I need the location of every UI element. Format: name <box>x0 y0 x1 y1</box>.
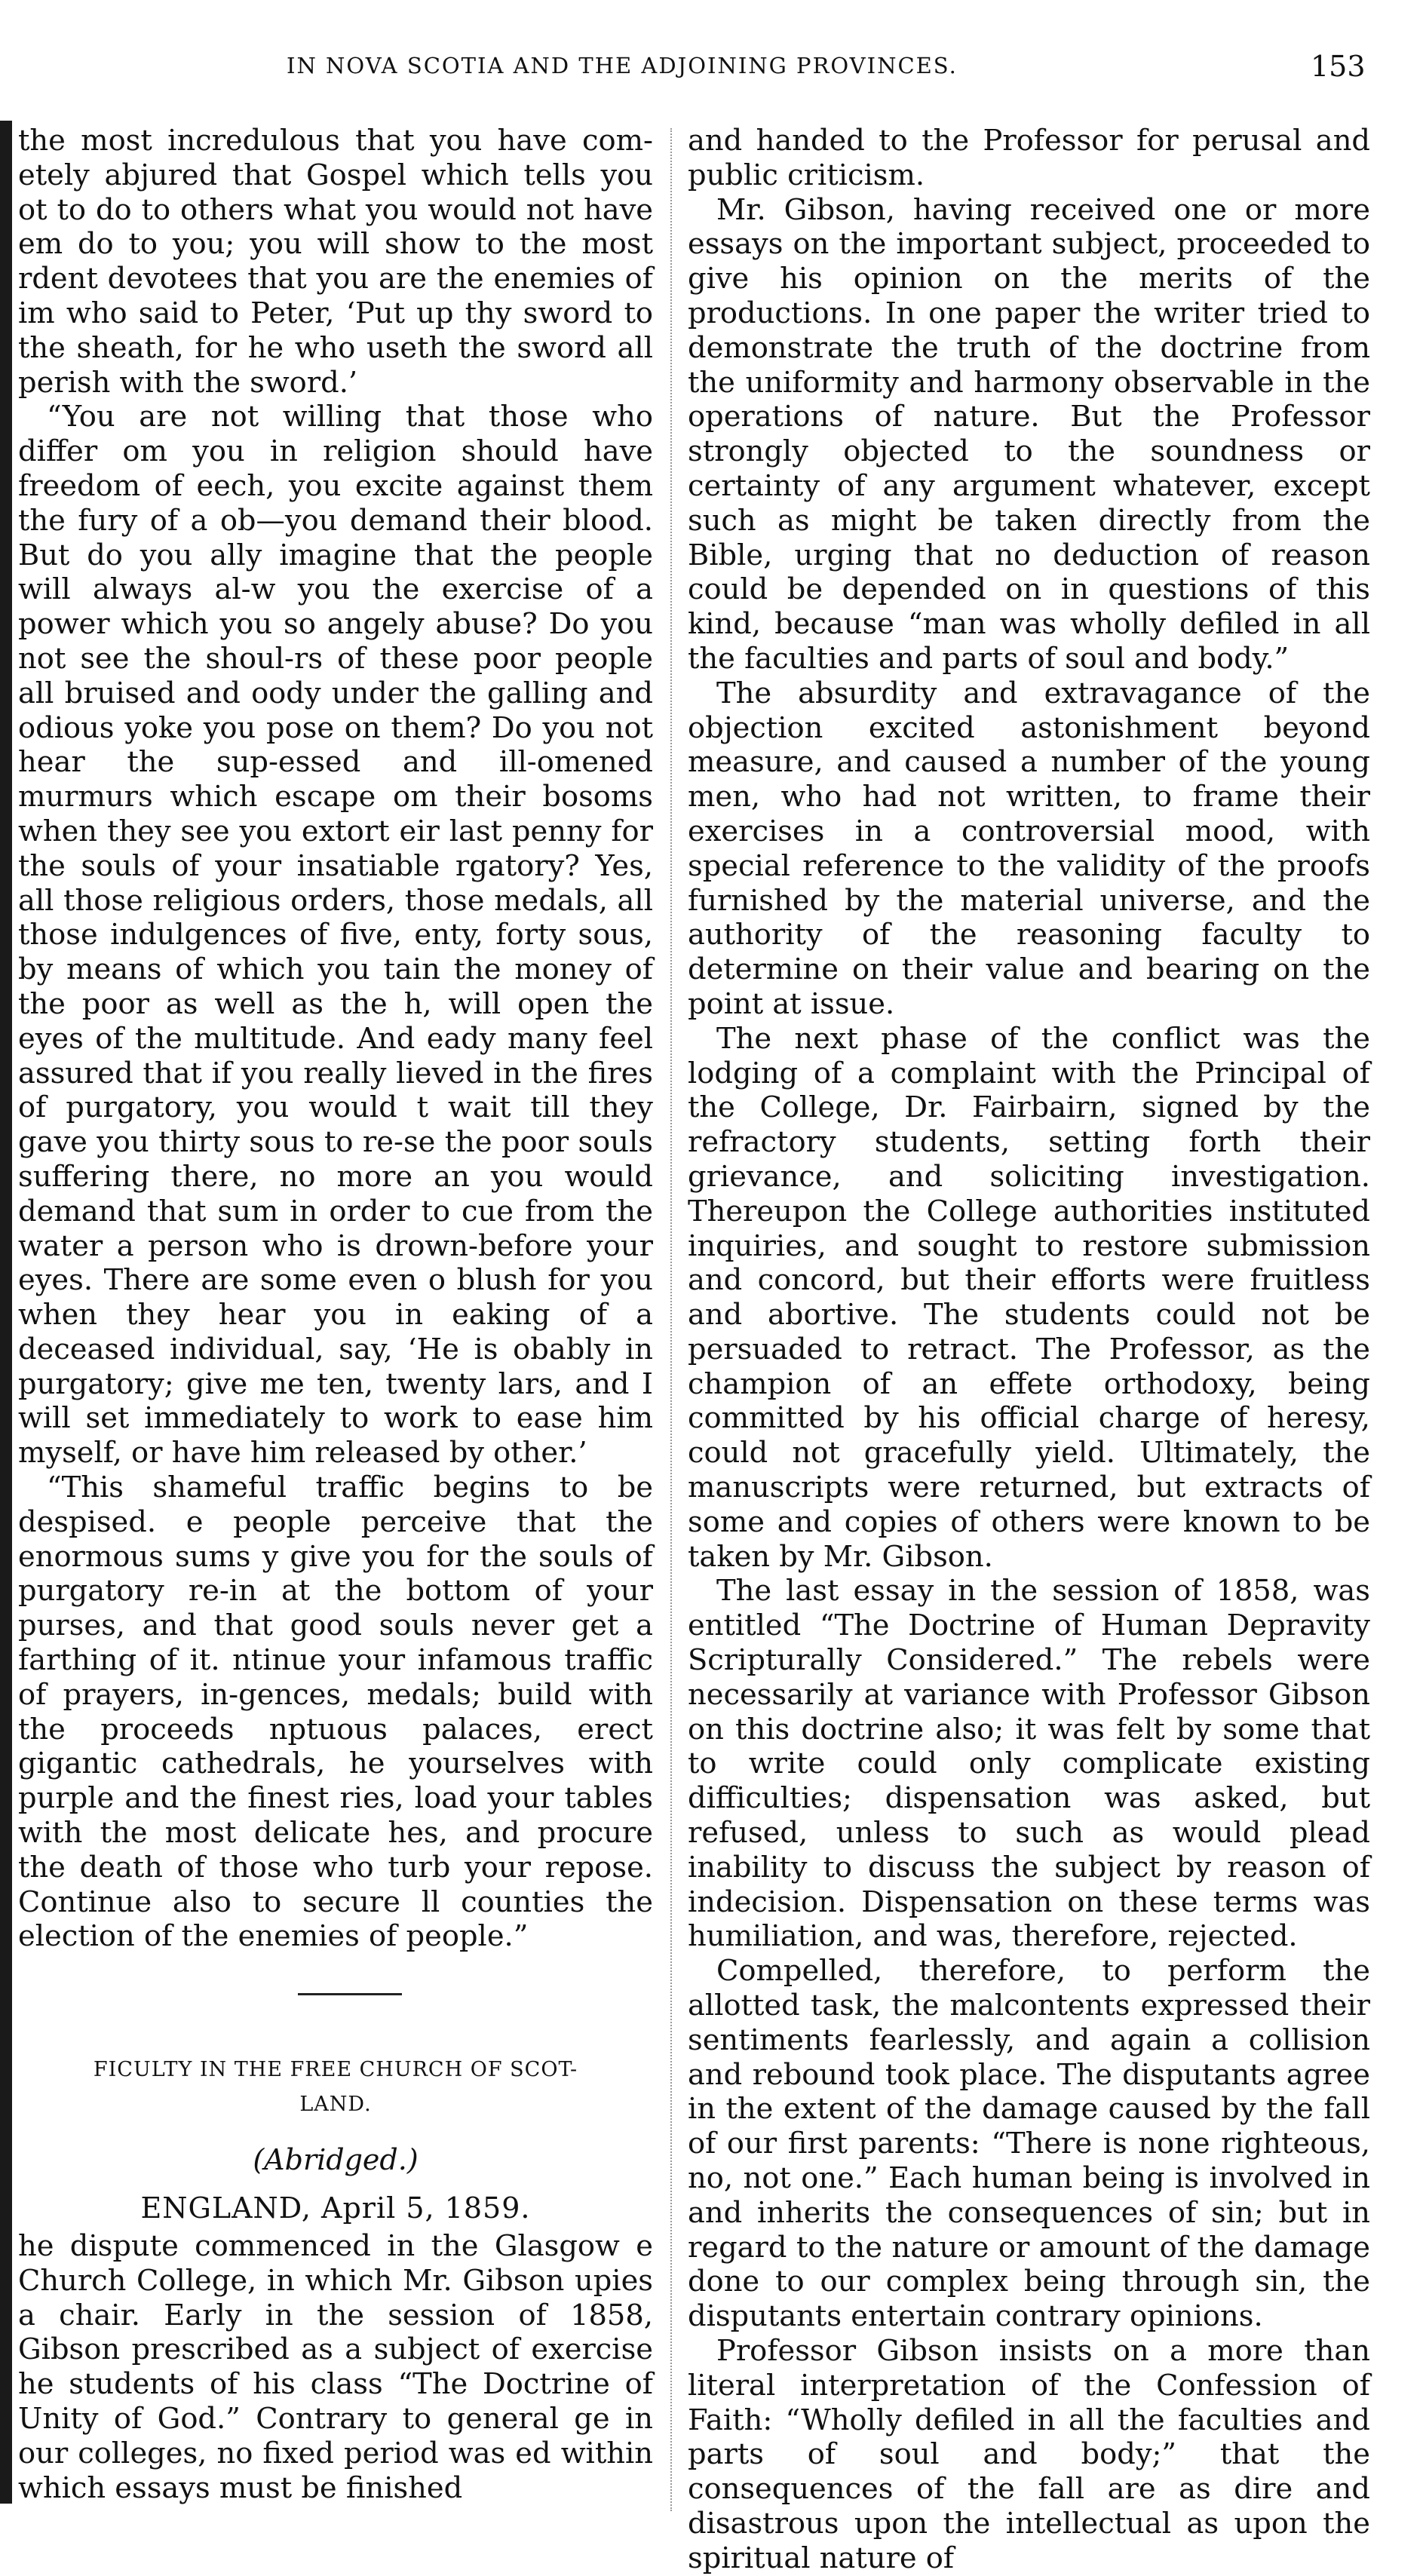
paragraph: The absurdity and extravagance of the objection excited astonishment beyond measure, and caused a number of the young men, who had not written, to frame their exercises in a controversial mood, with special reference to the validity of the proofs furnished by the material universe, and the authority of the reasoning faculty to determine on their value and bearing on the point at issue. <box>688 676 1370 1021</box>
section-body <box>18 2229 653 2505</box>
running-title: IN NOVA SCOTIA AND THE ADJOINING PROVINCES. <box>287 53 958 78</box>
left-column <box>18 124 653 1954</box>
paragraph: The next phase of the conflict was the lodging of a complaint with the Principal of the College, Dr. Fairbairn, signed by the refractory students, setting forth their grievance, and soliciting investigation. Thereupon the College authorities instituted inquiries, and sought to restore submission and concord, but their efforts were fruitless and abortive. The students could not be persuaded to retract. The Professor, as the champion of an effete orthodoxy, being committed by his official charge of heresy, could not gracefully yield. Ultimately, the manuscripts were returned, but extracts of some and copies of others were known to be taken by Mr. Gibson. <box>688 1021 1370 1574</box>
page-header <box>0 50 1426 98</box>
binding-shadow <box>0 121 12 2504</box>
paragraph: Professor Gibson insists on a more than literal interpretation of the Confession of Faith: “Wholly defiled in all the faculties and parts of soul and body;” that the consequences of the fall are as dire and disastrous upon the intellectual as upon the spiritual nature of <box>688 2334 1370 2575</box>
paragraph: The last essay in the session of 1858, was entitled “The Doctrine of Human Depravity Scripturally Considered.” The rebels were necessarily at variance with Professor Gibson on this doctrine also; it was felt by some that to write could only complicate existing difficulties; dispensation was asked, but refused, unless to such as would plead inability to discuss the subject by reason of indecision. Dispensation on these terms was humiliation, and was, therefore, rejected. <box>688 1574 1370 1954</box>
column-divider <box>670 128 673 2511</box>
paragraph: “You are not willing that those who differ om you in religion should have freedom of eech, you excite against them the fury of a ob—you demand their blood. But do you ally imagine that the people will always al-w you the exercise of a power which you so angely abuse? Do you not see the shoul-rs of these poor people all bruised and oody under the galling and odious yoke you pose on them? Do you not hear the sup-essed and ill-omened murmurs which escape om their bosoms when they see you extort eir last penny for the souls of your insatiable rgatory? Yes, all those religious orders, those medals, all those indulgences of five, enty, forty sous, by means of which you tain the money of the poor as well as the h, will open the eyes of the multitude. And eady many feel assured that if you really lieved in the fires of purgatory, you would t wait till they gave you thirty sous to re-se the poor souls suffering there, no more an you would demand that sum in order to cue from the water a person who is drown-before your eyes. There are some even o blush for you when they hear you in eaking of a deceased individual, say, ‘He is obably in purgatory; give me ten, twenty lars, and I will set immediately to work to ease him myself, or have him released by other.’ <box>18 400 653 1470</box>
dateline: ENGLAND, April 5, 1859. <box>140 2191 531 2225</box>
right-column <box>688 124 1370 2576</box>
paragraph: Mr. Gibson, having received one or more essays on the important subject, proceeded to give his opinion on the merits of the productions. In one paper the writer tried to demonstrate the truth of the doctrine from the uniformity and harmony observable in the operations of nature. But the Professor strongly objected to the soundness or certainty of any argument whatever, except such as might be taken directly from the Bible, urging that no deduction of reason could be depended on in questions of this kind, because “man was wholly defiled in all the faculties and parts of soul and body.” <box>688 192 1370 676</box>
paragraph: “This shameful traffic begins to be despised. e people perceive that the enormous sums y give you for the souls of purgatory re-in at the bottom of your purses, and that good souls never get a farthing of it. ntinue your infamous traffic of prayers, in-gences, medals; build with the proceeds nptuous palaces, erect gigantic cathedrals, he yourselves with purple and the finest ries, load your tables with the most delicate hes, and procure the death of those who turb your repose. Continue also to secure ll counties the election of the enemies of people.” <box>18 1470 653 1954</box>
paragraph: he dispute commenced in the Glasgow e Church College, in which Mr. Gibson upies a chair. Early in the session of 1858, Gibson prescribed as a subject of exercise he students of his class “The Doctrine of Unity of God.” Contrary to general ge in our colleges, no fixed period was ed within which essays must be finished <box>18 2229 653 2505</box>
paragraph: Compelled, therefore, to perform the allotted task, the malcontents expressed their sentiments fearlessly, and again a collision and rebound took place. The disputants agree in the extent of the damage caused by the fall of our first parents: “There is none righteous, no, not one.” Each human being is involved in and inherits the consequences of sin; but in regard to the nature or amount of the damage done to our complex being through sin, the disputants entertain contrary opinions. <box>688 1954 1370 2334</box>
section-title: FICULTY IN THE FREE CHURCH OF SCOT- LAND. <box>93 2058 578 2116</box>
paragraph: the most incredulous that you have com-etely abjured that Gospel which tells you ot to do to others what you would not have em do to you; you will show to the most rdent devotees that you are the enemies of im who said to Peter, ‘Put up thy sword to the sheath, for he who useth the sword all perish with the sword.’ <box>18 124 653 400</box>
page-number: 153 <box>1311 50 1366 83</box>
abridged-note: (Abridged.) <box>253 2143 419 2176</box>
paragraph: and handed to the Professor for perusal and public criticism. <box>688 124 1370 192</box>
section-rule <box>298 1993 402 1995</box>
